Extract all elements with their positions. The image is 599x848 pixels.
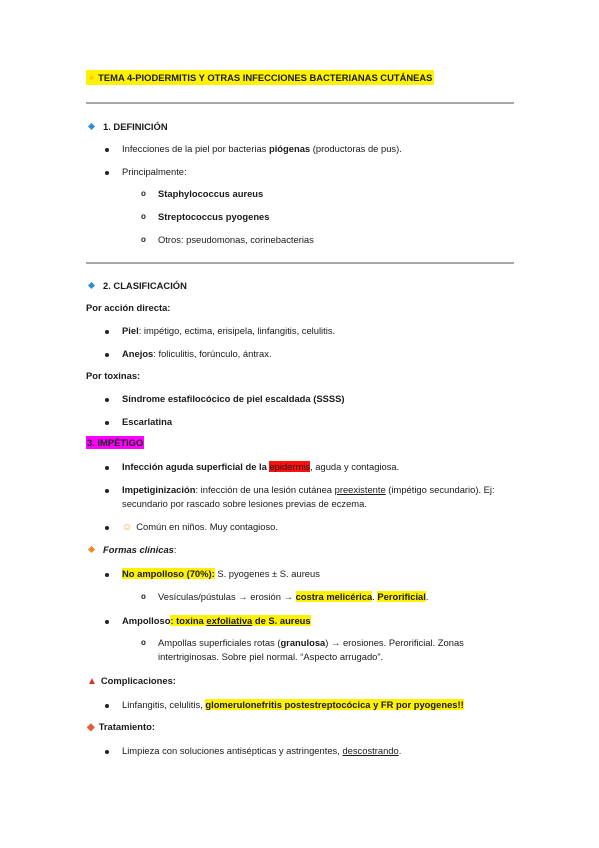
sub-bullet-circle: o (141, 638, 146, 647)
forma-ampolloso: Ampolloso: toxina exfoliativa de S. aureus (122, 615, 311, 626)
document-title (86, 72, 434, 84)
divider-1 (86, 102, 514, 104)
bullet-dot (105, 704, 109, 708)
bullet-dot (105, 148, 109, 152)
orange-diamond-icon (88, 546, 95, 553)
tratamiento-heading: ◆ Tratamiento: (87, 721, 155, 733)
section-heading-definicion: 1. DEFINICIÓN (89, 121, 168, 132)
bullet-dot (105, 573, 109, 577)
toxina-escarlatina: Escarlatina (122, 416, 173, 427)
label-toxinas: Por toxinas: (86, 370, 141, 381)
siren-icon: ▲ (87, 676, 97, 687)
no-ampolloso-detalle: Vesículas/pústulas → erosión → costra melicérica. Perorificial. (158, 591, 429, 602)
bullet-dot (105, 398, 109, 402)
definicion-item-1: Infecciones de la piel por bacterias piógenas (productoras de pus). (122, 143, 402, 154)
diamond-bullet-icon (88, 282, 95, 289)
section-heading-clasificacion: 2. CLASIFICACIÓN (89, 280, 187, 291)
toxina-ssss: Síndrome estafilocócico de piel escaldada (SSSS) (122, 393, 345, 404)
label-accion-directa: Por acción directa: (86, 302, 171, 313)
tratamiento-item: Limpieza con soluciones antisépticas y astringentes, descostrando. (122, 745, 402, 756)
bacteria-otros: Otros: pseudomonas, corinebacterias (158, 234, 314, 245)
title-text: TEMA 4-PIODERMITIS Y OTRAS INFECCIONES BACTERIANAS CUTÁNEAS (98, 72, 433, 83)
complicaciones-heading: ▲ Complicaciones: (87, 675, 176, 687)
bullet-dot (105, 421, 109, 425)
ampolloso-detalle-line2: intertriginosas. Sobre piel normal. “Aspecto arrugado”. (158, 651, 384, 662)
bacteria-staph: Staphylococcus aureus (158, 188, 264, 199)
section-heading-impetigo: 3. IMPÉTIGO (87, 437, 144, 448)
sub-bullet-circle: o (141, 212, 146, 221)
diamond-bullet-icon (88, 123, 95, 130)
impetigo-item-2-line1: Impetiginización: infección de una lesión cutánea preexistente (impétigo secundario). Ej: (122, 484, 495, 495)
sparkle-icon: ✴ (88, 73, 96, 83)
child-face-icon: ☺ (122, 522, 133, 533)
definicion-item-2: Principalmente: (122, 166, 187, 177)
bullet-dot (105, 489, 109, 493)
sub-bullet-circle: o (141, 235, 146, 244)
bullet-dot (105, 353, 109, 357)
clasif-piel: Piel: impétigo, ectima, erisipela, linfangitis, celulitis. (122, 325, 336, 336)
sub-bullet-circle: o (141, 189, 146, 198)
forma-no-ampolloso: No ampolloso (70%): S. pyogenes ± S. aureus (122, 568, 320, 579)
bullet-dot (105, 526, 109, 530)
bullet-dot (105, 750, 109, 754)
bullet-dot (105, 466, 109, 470)
bullet-dot (105, 171, 109, 175)
formas-clinicas-heading: Formas clínicas: (89, 544, 176, 555)
bullet-dot (105, 330, 109, 334)
sub-bullet-circle: o (141, 592, 146, 601)
impetigo-item-3: ☺ Común en niños. Muy contagioso. (122, 521, 278, 533)
bullet-dot (105, 620, 109, 624)
pill-icon: ◆ (87, 722, 95, 733)
ampolloso-detalle-line1: Ampollas superficiales rotas (granulosa) → erosiones. Perorificial. Zonas (158, 637, 464, 648)
complicaciones-item: Linfangitis, celulitis, glomerulonefritis postestreptocócica y FR por pyogenes!! (122, 699, 464, 710)
divider-2 (86, 262, 514, 264)
impetigo-item-2-line2: secundario por rascado sobre lesiones previas de eczema. (122, 498, 367, 509)
clasif-anejos: Anejos: foliculitis, forúnculo, ántrax. (122, 348, 272, 359)
impetigo-item-1: Infección aguda superficial de la epidermis, aguda y contagiosa. (122, 461, 400, 472)
bacteria-strep: Streptococcus pyogenes (158, 211, 270, 222)
